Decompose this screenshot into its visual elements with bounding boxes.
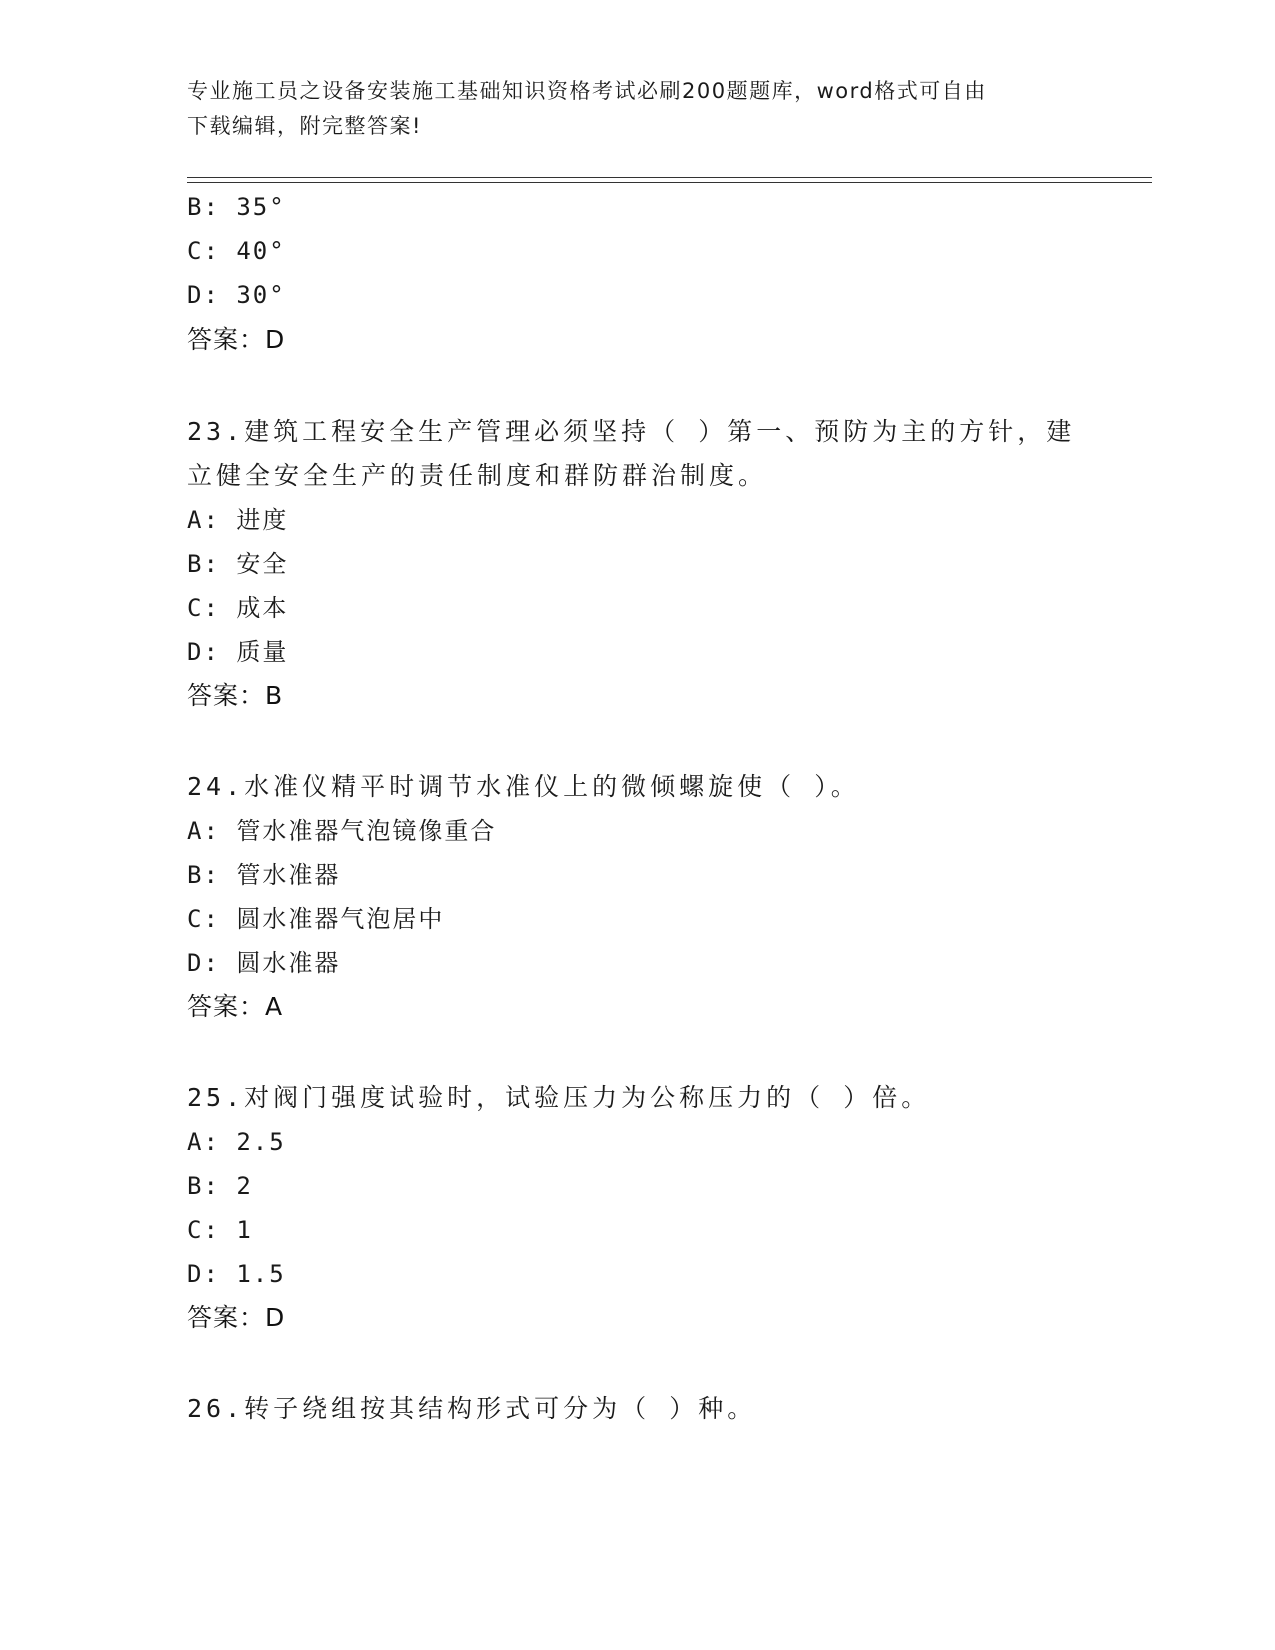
question-25-option-c: C: 1 bbox=[187, 1216, 253, 1244]
question-25-text: 25.对阀门强度试验时，试验压力为公称压力的（ ）倍。 bbox=[187, 1083, 931, 1112]
header-line-1: 专业施工员之设备安装施工基础知识资格考试必刷200题题库，word格式可自由 bbox=[187, 79, 987, 103]
header-divider-top bbox=[187, 177, 1152, 178]
option-c: C: 40° bbox=[187, 237, 286, 265]
question-23-option-b: B: 安全 bbox=[187, 550, 289, 578]
question-25-option-d: D: 1.5 bbox=[187, 1260, 286, 1288]
question-25-option-b: B: 2 bbox=[187, 1172, 253, 1200]
option-b: B: 35° bbox=[187, 193, 286, 221]
question-23-option-a: A: 进度 bbox=[187, 506, 289, 534]
question-24-option-c: C: 圆水准器气泡居中 bbox=[187, 905, 445, 933]
document-header bbox=[187, 74, 1087, 144]
question-26-text: 26.转子绕组按其结构形式可分为（ ）种。 bbox=[187, 1394, 757, 1423]
question-24-option-a: A: 管水准器气泡镜像重合 bbox=[187, 817, 497, 845]
question-24-option-b: B: 管水准器 bbox=[187, 861, 341, 889]
question-23-text-line-1: 23.建筑工程安全生产管理必须坚持（ ）第一、预防为主的方针，建 bbox=[187, 417, 1076, 446]
option-d: D: 30° bbox=[187, 281, 286, 309]
question-24-option-d: D: 圆水准器 bbox=[187, 949, 341, 977]
question-24-text: 24.水准仪精平时调节水准仪上的微倾螺旋使（ ）。 bbox=[187, 772, 860, 801]
question-23-answer: 答案：B bbox=[187, 681, 284, 710]
header-line-2: 下载编辑，附完整答案! bbox=[187, 114, 422, 138]
answer: 答案：D bbox=[187, 325, 286, 354]
question-25-option-a: A: 2.5 bbox=[187, 1128, 286, 1156]
header-divider-bottom bbox=[187, 182, 1152, 183]
question-23-option-d: D: 质量 bbox=[187, 638, 289, 666]
question-23-text-line-2: 立健全安全生产的责任制度和群防群治制度。 bbox=[187, 461, 768, 490]
question-25-answer: 答案：D bbox=[187, 1303, 286, 1332]
question-24-answer: 答案：A bbox=[187, 992, 284, 1021]
question-23-option-c: C: 成本 bbox=[187, 594, 289, 622]
